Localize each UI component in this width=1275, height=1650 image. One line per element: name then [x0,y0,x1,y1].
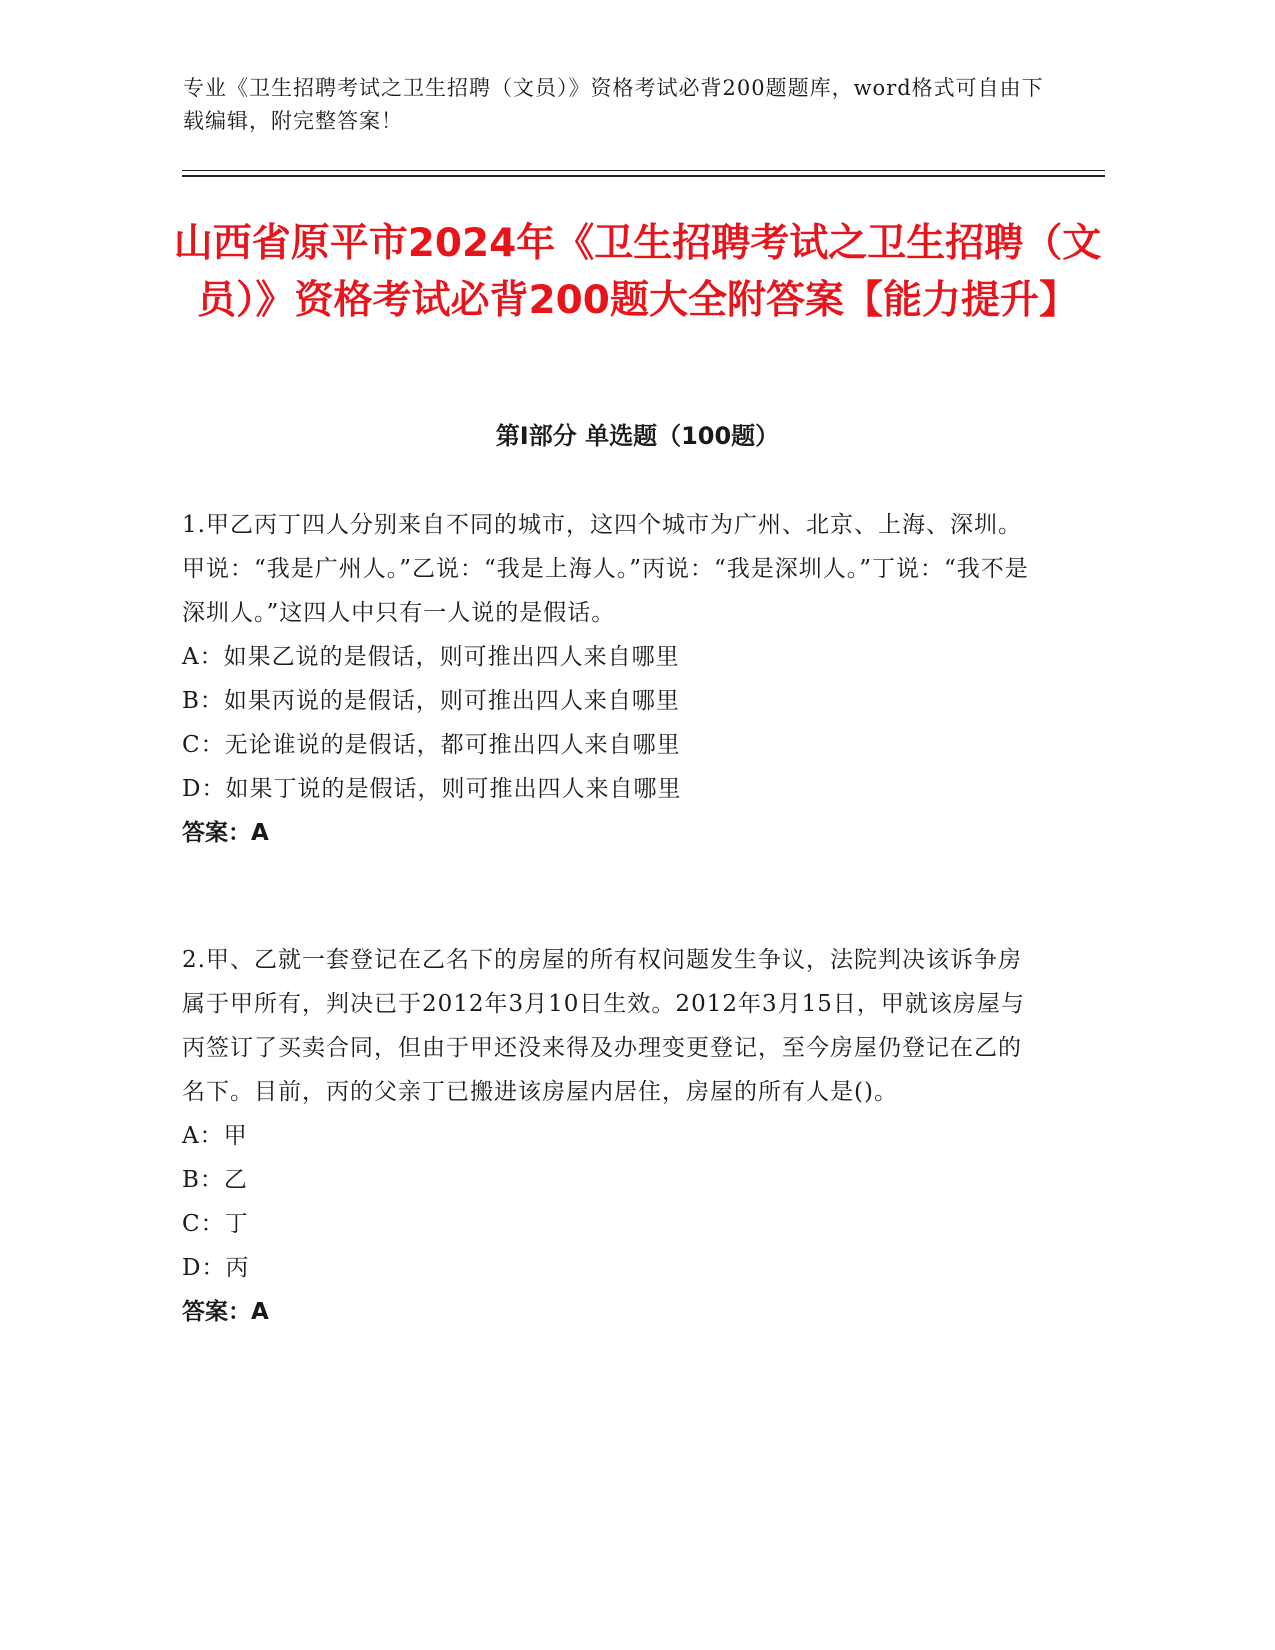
option-b: B：乙 [182,1167,248,1193]
question-2 [182,938,1042,1334]
option-d: D：如果丁说的是假话，则可推出四人来自哪里 [182,776,682,802]
question-1 [182,503,1042,855]
header-divider-thin [182,170,1105,171]
answer: 答案：A [182,1299,269,1325]
option-d: D：丙 [182,1255,250,1281]
option-c: C：无论谁说的是假话，都可推出四人来自哪里 [182,732,681,758]
document-title: 山西省原平市2024年《卫生招聘考试之卫生招聘（文员）》资格考试必背200题大全附答案【能力提升】 [173,221,1102,323]
question-text: 2.甲、乙就一套登记在乙名下的房屋的所有权问题发生争议，法院判决该诉争房属于甲所有，判决已于2012年3月10日生效。2012年3月15日，甲就该房屋与丙签订了买卖合同，但由于甲还没来得及办理变更登记，至今房屋仍登记在乙的名下。目前，丙的父亲丁已搬进该房屋内居住，房屋的所有人是()。 [182,947,1025,1105]
option-a: A：甲 [182,1123,248,1149]
question-text: 1.甲乙丙丁四人分别来自不同的城市，这四个城市为广州、北京、上海、深圳。甲说：“我是广州人。”乙说：“我是上海人。”丙说：“我是深圳人。”丁说：“我不是深圳人。”这四人中只有一人说的是假话。 [182,512,1029,626]
header-note: 专业《卫生招聘考试之卫生招聘（文员）》资格考试必背200题题库，word格式可自由下载编辑，附完整答案！ [183,76,1044,133]
section-heading: 第Ⅰ部分 单选题（100题） [495,422,780,450]
option-a: A：如果乙说的是假话，则可推出四人来自哪里 [182,644,680,670]
option-c: C：丁 [182,1211,249,1237]
header-divider-thick [182,175,1105,177]
answer: 答案：A [182,820,269,846]
option-b: B：如果丙说的是假话，则可推出四人来自哪里 [182,688,680,714]
